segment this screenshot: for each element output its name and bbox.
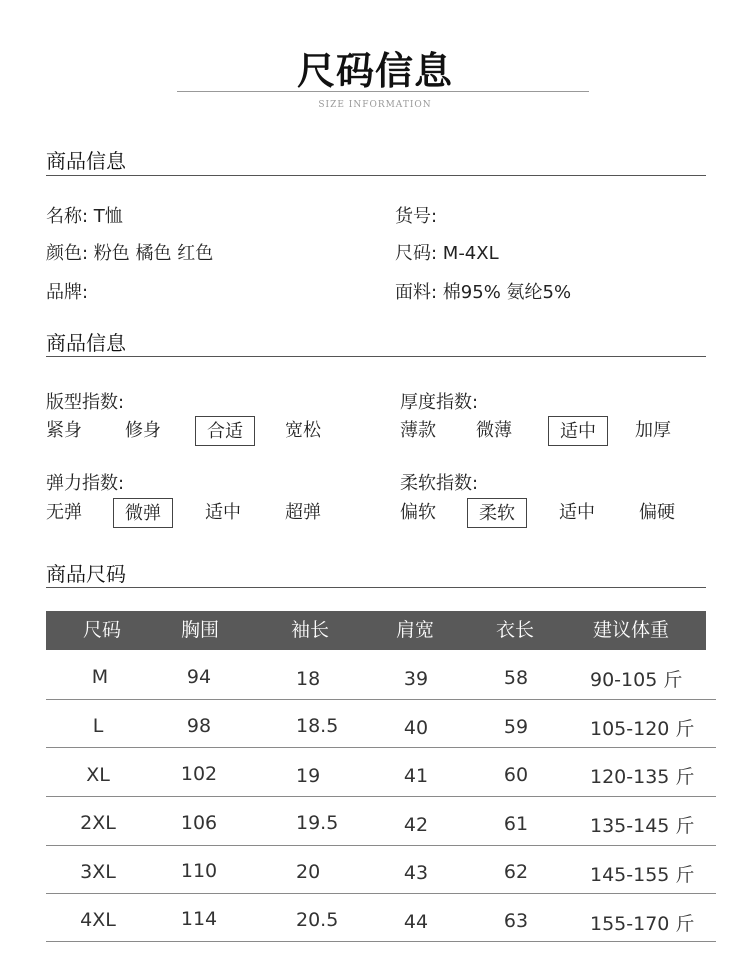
table-cell-size: M xyxy=(91,666,109,688)
product-name: 名称: T恤 xyxy=(46,206,123,227)
table-cell-shoulder: 44 xyxy=(403,911,429,933)
fit-option: 修身 xyxy=(125,420,161,441)
row-divider xyxy=(46,845,716,846)
column-header-size: 尺码 xyxy=(82,619,121,641)
table-cell-chest: 114 xyxy=(180,908,218,930)
softness-option-selected: 柔软 xyxy=(467,498,527,528)
section-title-indices: 商品信息 xyxy=(46,331,126,355)
table-cell-weight: 145-155 斤 xyxy=(590,864,695,886)
elasticity-index-label: 弹力指数: xyxy=(46,473,125,494)
row-divider xyxy=(46,699,716,700)
column-header-chest: 胸围 xyxy=(180,619,219,641)
fit-option: 紧身 xyxy=(46,420,82,441)
section-title-size-table: 商品尺码 xyxy=(46,562,126,586)
section-divider xyxy=(46,587,706,588)
table-cell-chest: 102 xyxy=(180,763,218,785)
product-size-range: 尺码: M-4XL xyxy=(395,243,499,264)
table-cell-size: 4XL xyxy=(80,909,116,931)
table-cell-size: L xyxy=(92,715,104,737)
thickness-index-label: 厚度指数: xyxy=(400,392,479,413)
page-title: 尺码信息 xyxy=(296,49,453,93)
table-cell-shoulder: 42 xyxy=(403,814,429,836)
table-cell-length: 62 xyxy=(503,861,529,883)
table-cell-shoulder: 40 xyxy=(403,717,429,739)
title-divider xyxy=(177,91,589,92)
fit-option: 宽松 xyxy=(285,420,321,441)
softness-option: 偏软 xyxy=(400,502,436,523)
section-title-product-info: 商品信息 xyxy=(46,149,126,173)
table-cell-sleeve: 20 xyxy=(296,861,321,883)
table-cell-sleeve: 20.5 xyxy=(296,909,339,931)
table-cell-chest: 98 xyxy=(186,715,212,737)
table-cell-chest: 110 xyxy=(180,860,218,882)
table-cell-shoulder: 43 xyxy=(403,862,429,884)
product-fabric: 面料: 棉95% 氨纶5% xyxy=(395,282,572,303)
thickness-option: 加厚 xyxy=(635,420,671,441)
fit-option-selected: 合适 xyxy=(195,416,255,446)
table-cell-shoulder: 39 xyxy=(403,668,429,690)
product-item-no: 货号: xyxy=(395,206,438,227)
fit-index-label: 版型指数: xyxy=(46,392,125,413)
table-cell-sleeve: 19.5 xyxy=(296,812,339,834)
softness-index-label: 柔软指数: xyxy=(400,473,479,494)
elasticity-option: 无弹 xyxy=(46,502,82,523)
section-divider xyxy=(46,175,706,176)
product-color: 颜色: 粉色 橘色 红色 xyxy=(46,243,214,264)
table-cell-length: 60 xyxy=(503,764,529,786)
table-cell-length: 63 xyxy=(503,910,529,932)
softness-option: 适中 xyxy=(559,502,595,523)
table-cell-shoulder: 41 xyxy=(403,765,429,787)
table-cell-size: 2XL xyxy=(80,812,116,834)
elasticity-option: 适中 xyxy=(205,502,241,523)
table-cell-sleeve: 19 xyxy=(296,765,321,787)
row-divider xyxy=(46,941,716,942)
softness-option: 偏硬 xyxy=(639,502,675,523)
elasticity-option: 超弹 xyxy=(285,502,321,523)
table-cell-weight: 105-120 斤 xyxy=(590,718,695,740)
table-cell-sleeve: 18.5 xyxy=(296,715,339,737)
row-divider xyxy=(46,796,716,797)
column-header-sleeve: 袖长 xyxy=(290,619,329,641)
page-subtitle: SIZE INFORMATION xyxy=(318,100,432,110)
table-cell-weight: 155-170 斤 xyxy=(590,913,695,935)
table-cell-weight: 90-105 斤 xyxy=(590,669,683,691)
thickness-option: 薄款 xyxy=(400,420,436,441)
table-cell-length: 58 xyxy=(503,667,529,689)
section-divider xyxy=(46,356,706,357)
column-header-length: 衣长 xyxy=(495,619,534,641)
table-cell-length: 59 xyxy=(503,716,529,738)
table-cell-size: XL xyxy=(86,764,110,786)
thickness-option-selected: 适中 xyxy=(548,416,608,446)
row-divider xyxy=(46,893,716,894)
thickness-option: 微薄 xyxy=(476,420,512,441)
table-cell-weight: 135-145 斤 xyxy=(590,815,695,837)
table-cell-sleeve: 18 xyxy=(296,668,321,690)
table-cell-length: 61 xyxy=(503,813,529,835)
product-brand: 品牌: xyxy=(46,282,89,303)
table-cell-chest: 106 xyxy=(180,812,218,834)
table-cell-chest: 94 xyxy=(186,666,212,688)
table-cell-weight: 120-135 斤 xyxy=(590,766,695,788)
row-divider xyxy=(46,747,716,748)
column-header-weight: 建议体重 xyxy=(592,619,669,641)
table-cell-size: 3XL xyxy=(80,861,116,883)
elasticity-option-selected: 微弹 xyxy=(113,498,173,528)
column-header-shoulder: 肩宽 xyxy=(395,619,434,641)
